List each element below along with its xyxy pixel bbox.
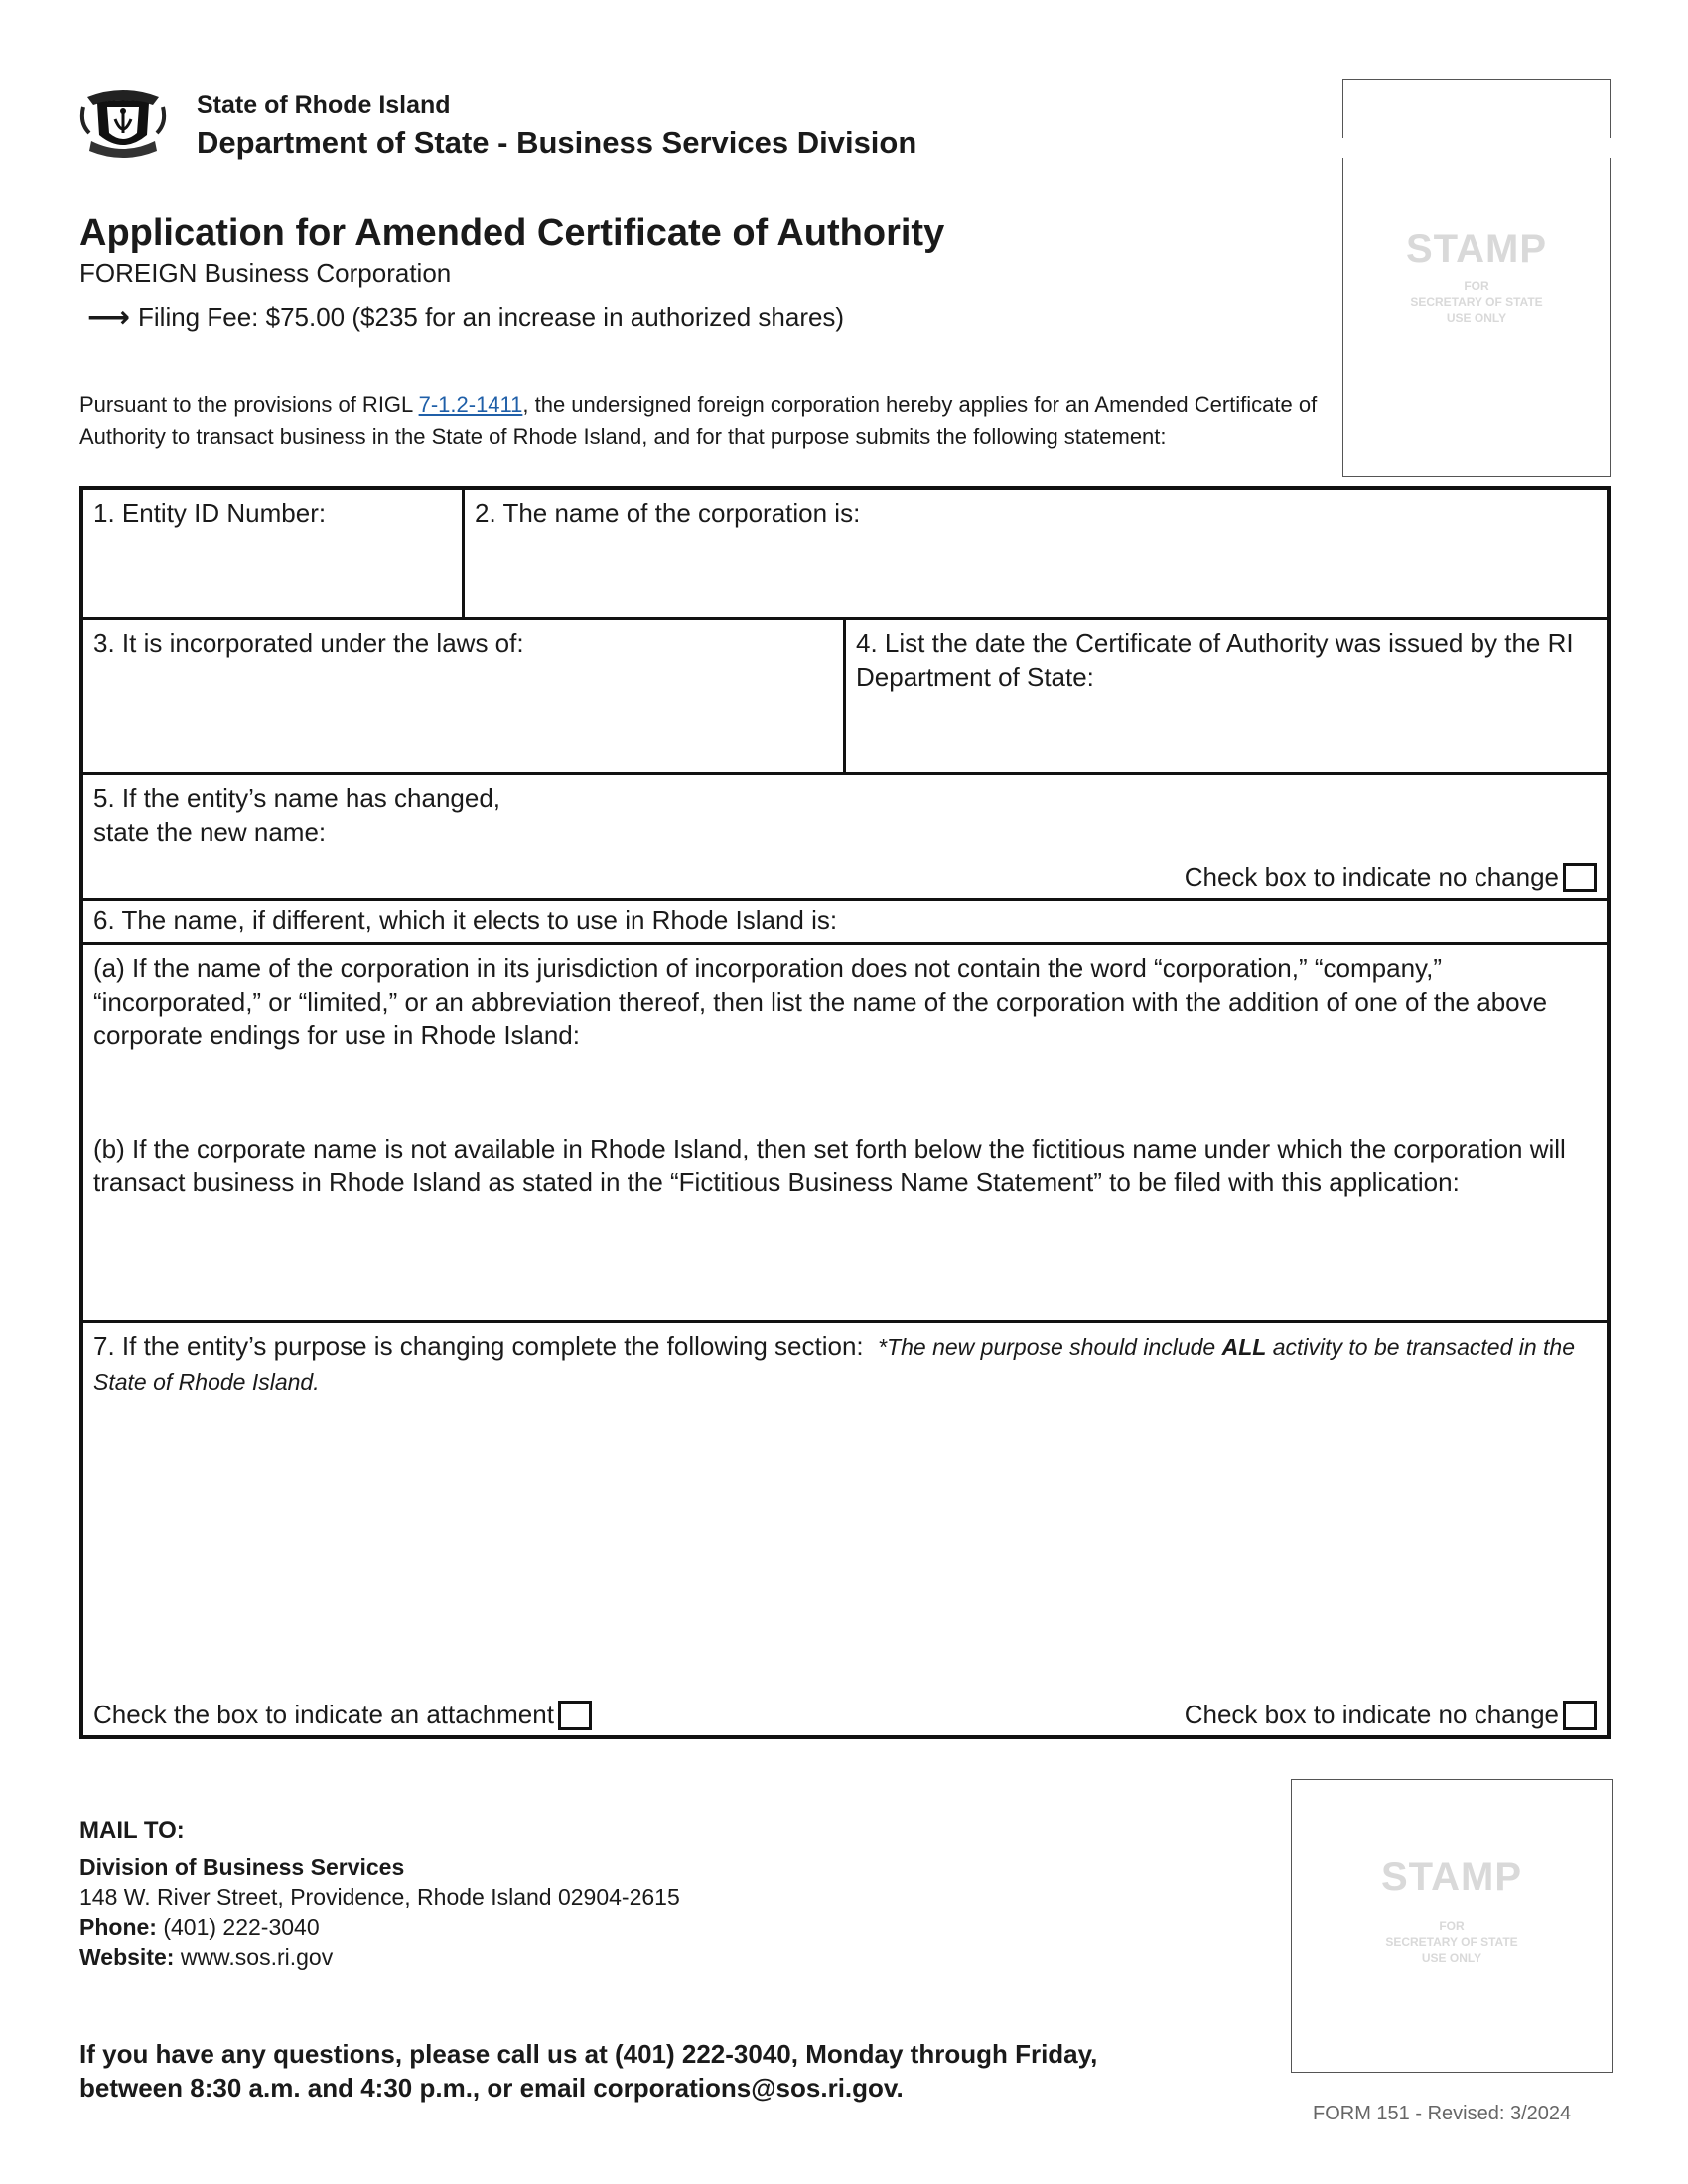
field-6a-corporate-ending[interactable] bbox=[83, 945, 1607, 1124]
street-address: 148 W. River Street, Providence, Rhode Island 02904-2615 bbox=[79, 1884, 680, 1910]
mail-to-heading: MAIL TO: bbox=[79, 1817, 185, 1843]
intro-text-before: Pursuant to the provisions of RIGL bbox=[79, 392, 419, 417]
page-title: Application for Amended Certificate of Authority bbox=[79, 212, 945, 254]
no-change-label: Check box to indicate no change bbox=[1184, 1700, 1559, 1729]
questions-contact bbox=[79, 2037, 1097, 2105]
purpose-note-text: *The new purpose should include bbox=[878, 1334, 1222, 1360]
website-label: Website: bbox=[79, 1944, 175, 1970]
division-name: Division of Business Services bbox=[79, 1854, 405, 1880]
phone-line bbox=[79, 1912, 680, 1942]
ri-state-seal-icon bbox=[77, 83, 169, 163]
phone-number: (401) 222-3040 bbox=[156, 1914, 320, 1940]
purpose-note-text-end: activity to be transacted in the State of Rhode Island. bbox=[93, 1334, 1576, 1395]
no-change-checkbox-name[interactable] bbox=[1563, 863, 1597, 892]
mail-address-block bbox=[79, 1852, 680, 1972]
questions-line2: between 8:30 a.m. and 4:30 p.m., or email corporations@sos.ri.gov. bbox=[79, 2073, 904, 2103]
no-change-checkbox-purpose[interactable] bbox=[1563, 1701, 1597, 1730]
field-6b-label: (b) If the corporate name is not available in Rhode Island, then set forth below the fictitious name under which the corporation will transact business in Rhode Island as stated in the “Fictitious Business Name Statement” to be filed with this application: bbox=[93, 1134, 1566, 1197]
stamp-note-line: SECRETARY OF STATE bbox=[1385, 1935, 1518, 1949]
attachment-row bbox=[93, 1700, 592, 1730]
stamp-note-line: FOR bbox=[1464, 279, 1489, 293]
attachment-checkbox[interactable] bbox=[558, 1701, 592, 1730]
application-form bbox=[79, 486, 1611, 1739]
no-change-label: Check box to indicate no change bbox=[1184, 862, 1559, 891]
stamp-word: STAMP bbox=[1380, 1855, 1523, 1899]
department-name: Department of State - Business Services Division bbox=[197, 125, 917, 160]
state-name: State of Rhode Island bbox=[197, 91, 451, 119]
no-change-row-name bbox=[1185, 862, 1597, 892]
field-certificate-date-label: 4. List the date the Certificate of Authority was issued by the RI Department of State: bbox=[856, 628, 1574, 692]
purpose-note-bold: ALL bbox=[1221, 1334, 1267, 1360]
form-subtitle: FOREIGN Business Corporation bbox=[79, 258, 452, 288]
field-6b-fictitious-name[interactable] bbox=[83, 1126, 1607, 1324]
field-6a-label: (a) If the name of the corporation in its jurisdiction of incorporation does not contain the word “corporation,” “company,” “incorporated,” or “limited,” or an abbreviation thereof, then list the name of the corporation with the addition of one of the above corporate endings for use in Rhode Island: bbox=[93, 953, 1548, 1050]
stamp-box-top bbox=[1342, 79, 1611, 477]
field-entity-id[interactable] bbox=[83, 490, 462, 617]
field-entity-id-label: 1. Entity ID Number: bbox=[93, 498, 327, 528]
field-purpose[interactable] bbox=[83, 1323, 1607, 1671]
stamp-note-line: SECRETARY OF STATE bbox=[1410, 295, 1543, 309]
field-new-name-label-line1: 5. If the entity’s name has changed, bbox=[93, 783, 501, 813]
arrow-right-icon: ⟶ bbox=[87, 300, 131, 334]
questions-line1: If you have any questions, please call us at (401) 222-3040, Monday through Friday, bbox=[79, 2039, 1098, 2069]
stamp-word: STAMP bbox=[1405, 227, 1548, 271]
stamp-box-bottom bbox=[1291, 1779, 1613, 2073]
phone-label: Phone: bbox=[79, 1914, 157, 1940]
filing-fee bbox=[87, 302, 844, 333]
field-incorporation-laws[interactable] bbox=[83, 620, 843, 769]
stamp-note-line: USE ONLY bbox=[1421, 1951, 1482, 1965]
field-corporation-name[interactable] bbox=[465, 490, 1607, 617]
no-change-row-purpose bbox=[1185, 1700, 1597, 1730]
field-ri-name-heading bbox=[83, 901, 1607, 941]
filing-fee-text: Filing Fee: $75.00 ($235 for an increase in authorized shares) bbox=[138, 302, 845, 332]
field-new-name-label-line2: state the new name: bbox=[93, 817, 327, 847]
intro-paragraph bbox=[79, 389, 1321, 453]
website-url: www.sos.ri.gov bbox=[174, 1944, 334, 1970]
attachment-label: Check the box to indicate an attachment bbox=[93, 1700, 554, 1729]
stamp-note-line: FOR bbox=[1439, 1919, 1465, 1933]
stamp-note-line: USE ONLY bbox=[1446, 311, 1507, 325]
field-certificate-date[interactable] bbox=[846, 620, 1607, 769]
rigl-link[interactable]: 7-1.2-1411 bbox=[418, 392, 523, 417]
field-ri-name-label: 6. The name, if different, which it elects to use in Rhode Island is: bbox=[93, 905, 838, 935]
field-corporation-name-label: 2. The name of the corporation is: bbox=[475, 498, 861, 528]
intro-text-after: , the undersigned foreign corporation hereby applies for an Amended Certificate of Authority to transact business in the State of Rhode Island, and for that purpose submits the following statement: bbox=[79, 392, 1318, 449]
field-purpose-label: 7. If the entity’s purpose is changing complete the following section: bbox=[93, 1331, 864, 1361]
field-incorporation-laws-label: 3. It is incorporated under the laws of: bbox=[93, 628, 524, 658]
form-revision: FORM 151 - Revised: 3/2024 bbox=[1313, 2103, 1572, 2124]
website-line bbox=[79, 1942, 680, 1972]
